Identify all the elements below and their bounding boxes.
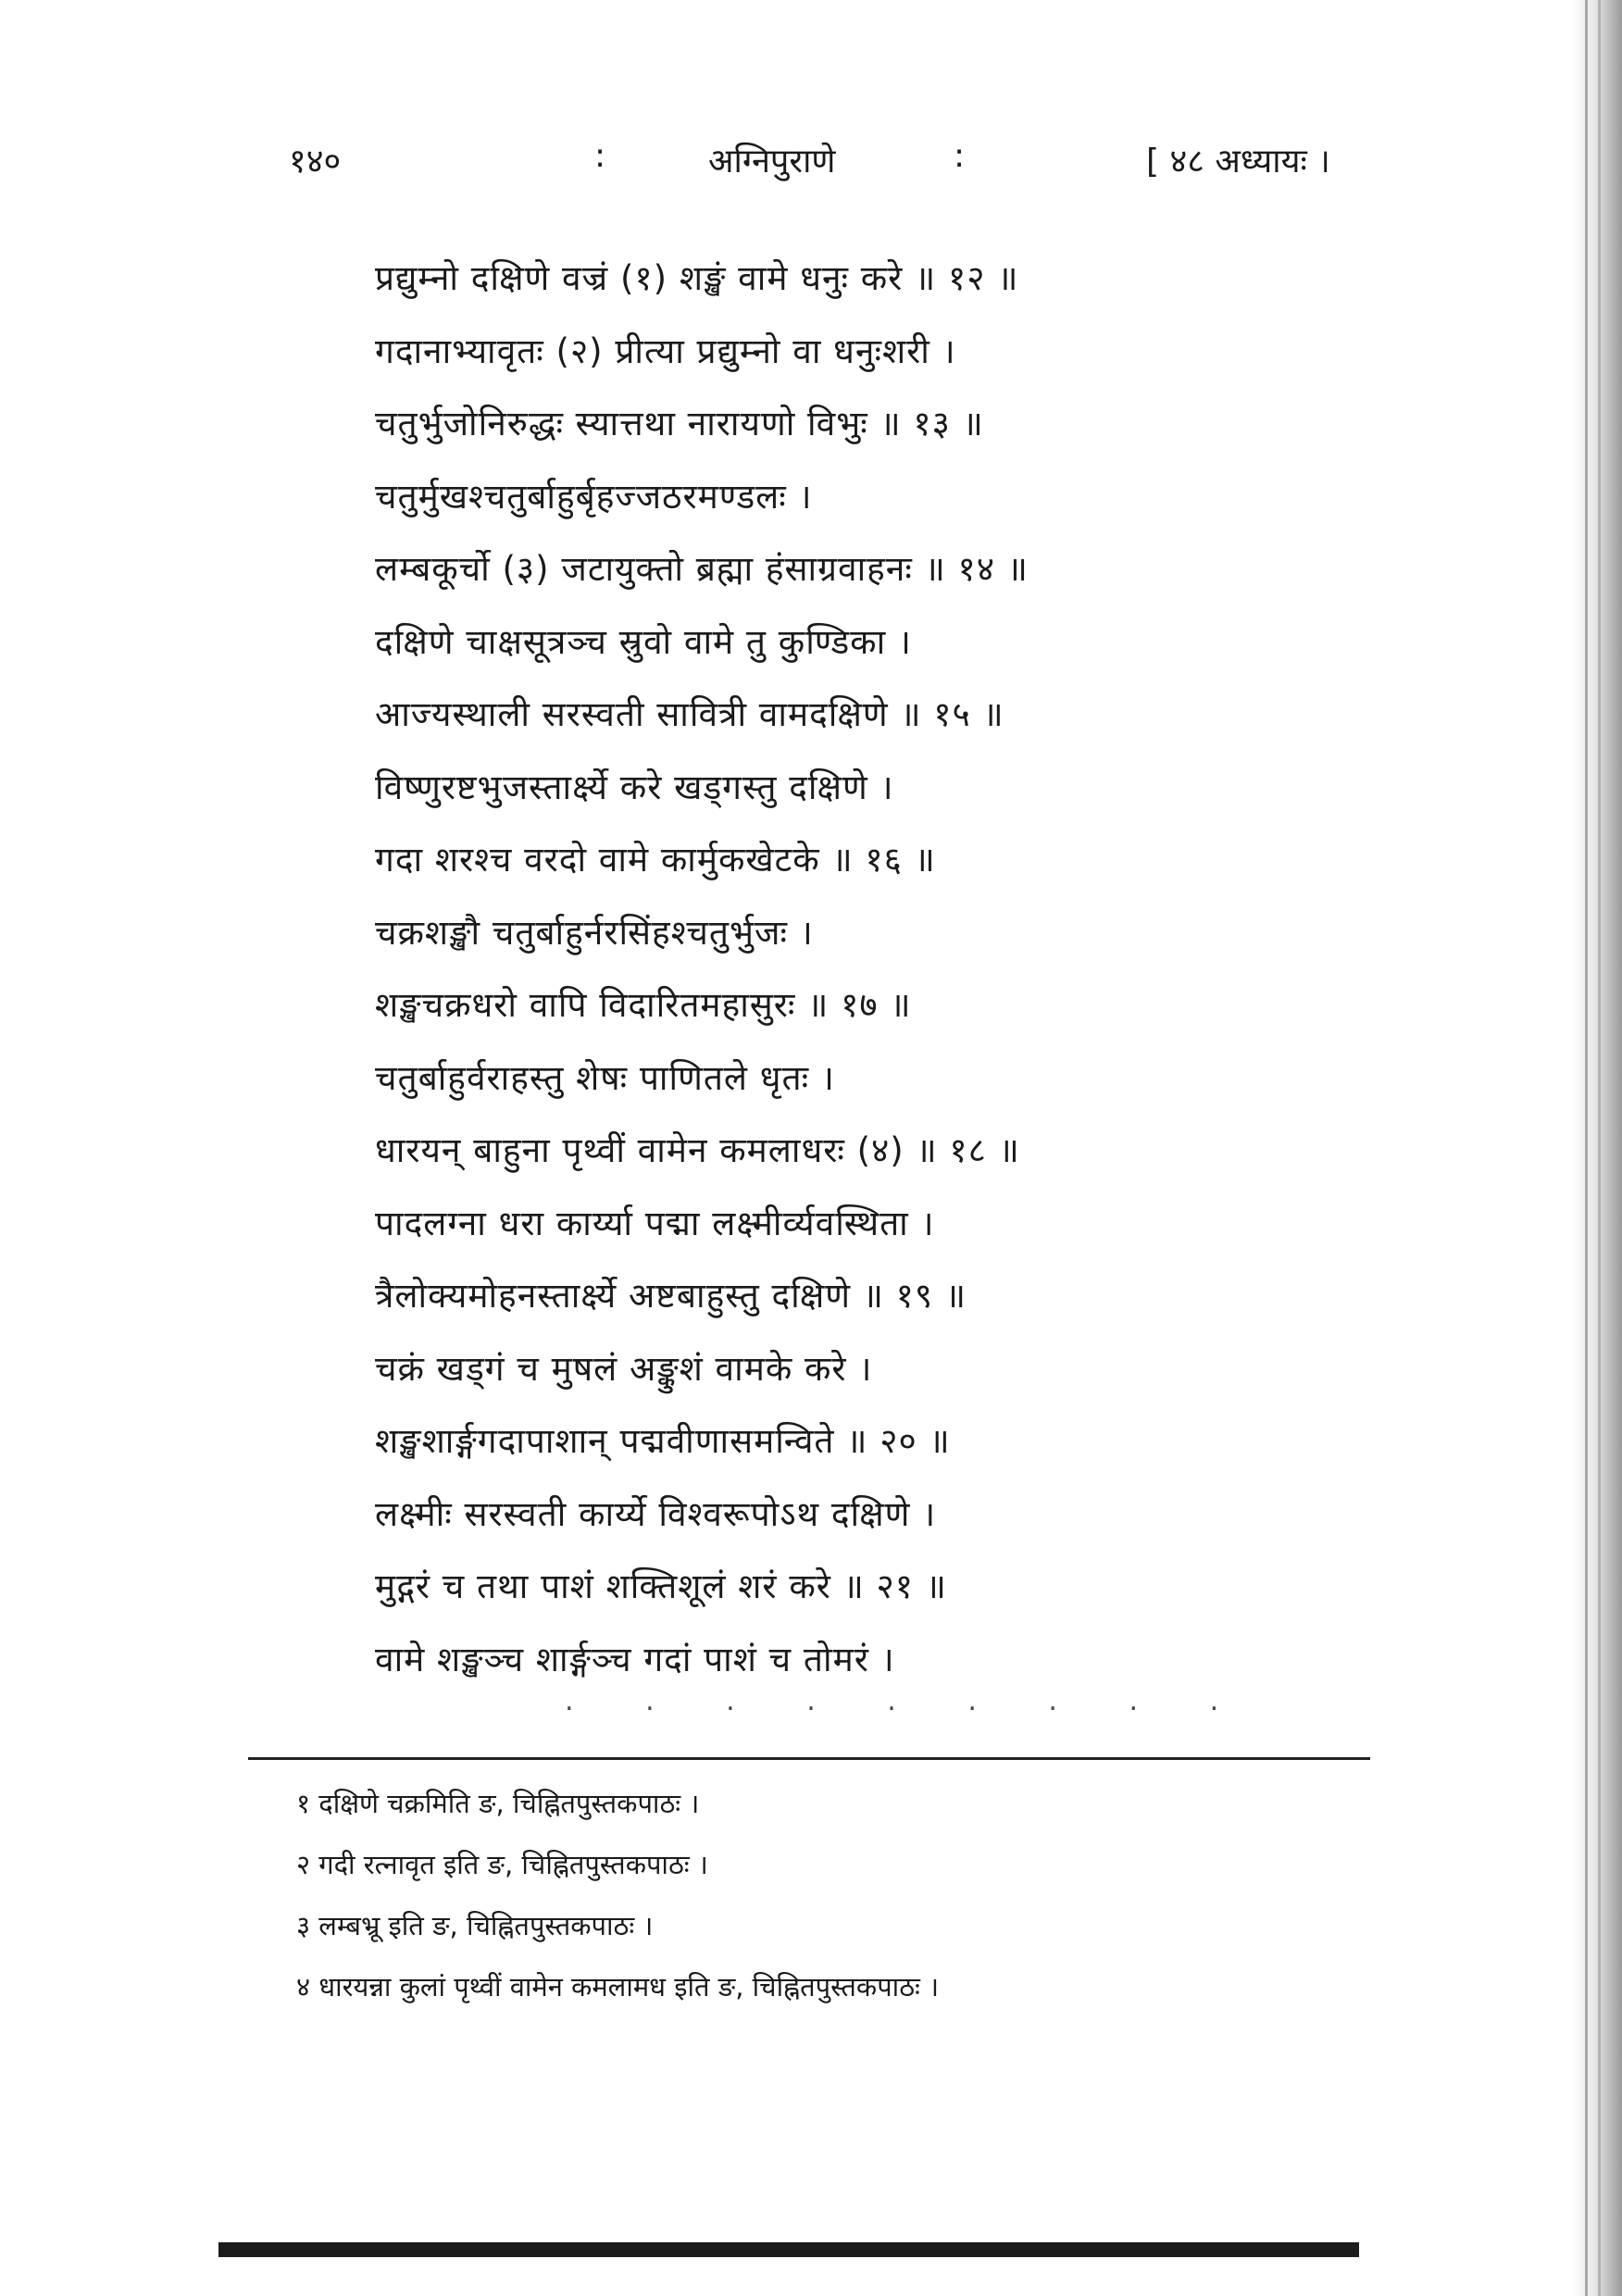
verse-line: शङ्खशार्ङ्गगदापाशान् पद्मवीणासमन्विते ॥ २० ॥ [375,1421,951,1461]
book-title: अग्निपुराणे [708,143,836,181]
scan-speckles: . . . . . . . . . [565,1685,1251,1717]
verse-line: आज्यस्थाली सरस्वती सावित्री वामदक्षिणे ॥ १५ ॥ [375,694,1004,734]
running-header [0,137,1622,193]
footnote: १ दक्षिणे चक्रमिति ङ, चिह्नितपुस्तकपाठः । [296,1788,700,1819]
verse-line: चतुर्भुजोनिरुद्धः स्यात्तथा नारायणो विभुः ॥ १३ ॥ [375,404,984,443]
verse-line: चतुर्बाहुर्वराहस्तु शेषः पाणितले धृतः । [375,1057,835,1098]
verse-line: चक्रं खड्गं च मुषलं अङ्कुशं वामके करे । [375,1348,873,1389]
footnote-separator [248,1757,1370,1760]
scan-bottom-edge [218,2242,1359,2257]
verse-line: विष्णुरष्टभुजस्तार्क्ष्ये करे खड्गस्तु दक्षिणे । [375,767,894,807]
chapter-label: [ ४८ अध्यायः । [1146,143,1330,181]
footnote: ४ धारयन्ना कुलां पृथ्वीं वामेन कमलामध इति ङ, चिह्नितपुस्तकपाठः । [296,1971,940,2003]
verse-line: चक्रशङ्खौ चतुर्बाहुर्नरसिंहश्चतुर्भुजः । [375,912,814,953]
verse-line: धारयन् बाहुना पृथ्वीं वामेन कमलाधरः (४) ॥ १८ ॥ [375,1130,1020,1170]
footnote: ३ लम्बभ्रू इति ङ, चिह्नितपुस्तकपाठः । [296,1910,654,1941]
header-separator: : [594,137,606,175]
page-number: १४० [289,143,342,181]
verse-block [375,243,1301,1696]
verse-line: दक्षिणे चाक्षसूत्रञ्च स्रुवो वामे तु कुण्डिका । [375,621,912,662]
verse-line: प्रद्युम्नो दक्षिणे वज्रं (१) शङ्खं वामे धनुः करे ॥ १२ ॥ [375,258,1019,298]
page-edge-line [1585,0,1588,2296]
verse-line: लक्ष्मीः सरस्वती कार्य्ये विश्वरूपोऽथ दक्षिणे । [375,1493,937,1534]
footnotes [296,1773,1315,2017]
header-separator: : [954,137,966,175]
verse-line: चतुर्मुखश्चतुर्बाहुर्बृहज्जठरमण्डलः । [375,476,813,517]
footnote: २ गदी रत्नावृत इति ङ, चिह्नितपुस्तकपाठः । [296,1849,708,1880]
page-edge-shadow [1571,0,1622,2296]
verse-line: गदानाभ्यावृतः (२) प्रीत्या प्रद्युम्नो वा धनुःशरी । [375,331,956,371]
verse-line: वामे शङ्खञ्च शार्ङ्गञ्च गदां पाशं च तोमरं । [375,1639,895,1679]
verse-line: मुद्गरं च तथा पाशं शक्तिशूलं शरं करे ॥ २१ ॥ [375,1566,947,1606]
verse-line: गदा शरश्च वरदो वामे कार्मुकखेटके ॥ १६ ॥ [375,840,936,880]
verse-line: त्रैलोक्यमोहनस्तार्क्ष्ये अष्टबाहुस्तु दक्षिणे ॥ १९ ॥ [375,1276,967,1316]
verse-line: लम्बकूर्चो (३) जटायुक्तो ब्रह्मा हंसाग्रवाहनः ॥ १४ ॥ [375,549,1029,589]
page-edge-line [1598,0,1601,2296]
verse-line: शङ्खचक्रधरो वापि विदारितमहासुरः ॥ १७ ॥ [375,985,912,1025]
verse-line: पादलग्ना धरा कार्य्या पद्मा लक्ष्मीर्व्यवस्थिता । [375,1203,935,1243]
